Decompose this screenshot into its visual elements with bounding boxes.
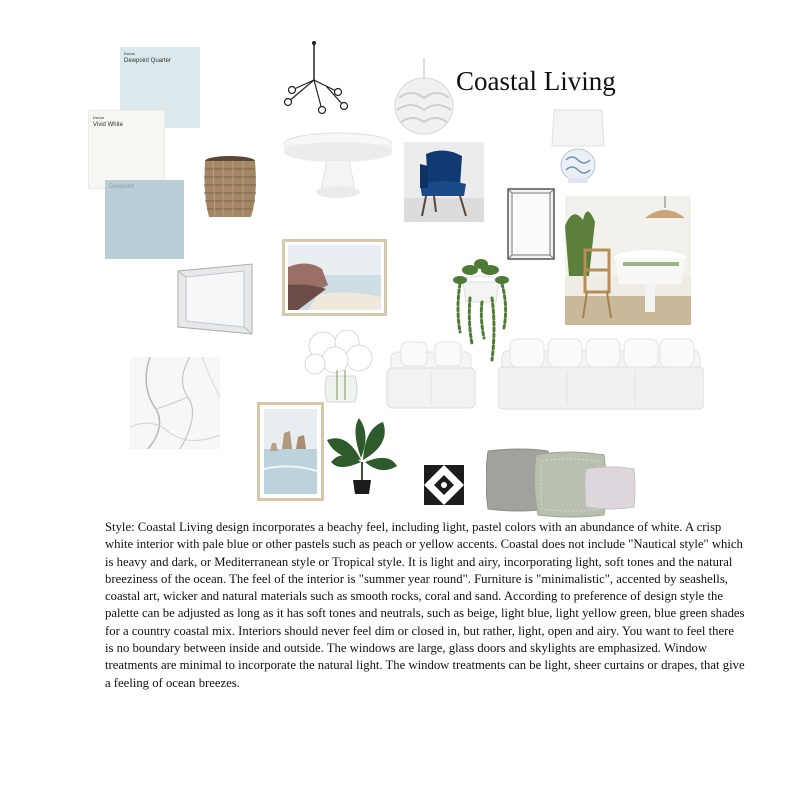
cushions-icon [486,447,636,519]
swatch-brand: Dulux [93,115,105,120]
dining-room-photo-icon [565,196,691,325]
wicker-basket-icon [203,155,258,223]
white-cake-stand-icon [283,132,393,202]
hydrangea-vase-icon [303,330,377,406]
style-description: Style: Coastal Living design incorporates a beachy feel, including light, pastel colors with an abundance of white. A crisp white interior with pale blue or other pastels such as peach or yellow accents. Coastal does not include "Nautical style" which is heavy and dark, or Mediterranean style or Tropical style. It is light and airy, incorporating light, soft tones and the natural breeziness of the ocean. The feel of the interior is "summer year round". Furniture is "minimalistic", accented by seashells, coastal art, wicker and natural materials such as smooth rocks, coral and sand. According to preference of design style the palette can be adjusted as long as it has soft tones and neutrals, such as beige, light blue, light yellow green, blue green shades for a country coastal mix. Interiors should never feel dim or closed in, but rather, light, open and airy. You want to feel there is no boundary between inside and outside. The windows are large, glass doors and skylights are emphasized. Window treatments are minimal to incorporate the natural light. The window treatments can be light, sheer curtains or drapes, that give a feeling of ocean breezes. [105,520,745,690]
pendant-chandelier-icon [280,40,356,116]
coastal-rocks-print-icon [257,402,324,501]
swatch-vivid-white [88,110,165,189]
paper-pendant-lamp-icon [393,58,455,136]
white-armchair-icon [385,338,477,410]
monstera-plant-icon [325,418,399,496]
geometric-tile-icon [424,465,464,505]
navy-velvet-chair-icon [404,142,484,222]
swatch-brand: Dulux [124,51,136,56]
swatch-name: Dewpoint Quarter [124,58,172,64]
table-lamp-icon [548,108,608,184]
white-sofa-icon [498,335,704,411]
floor-mirror-icon [176,263,254,335]
beach-art-print-icon [282,239,387,316]
wall-mirror-icon [507,188,555,260]
swatch-name: Dewpoint [109,184,135,190]
swatch-name: Vivid White [93,122,123,128]
marble-sample-icon [130,357,220,449]
swatch-dewpoint [105,180,184,259]
board-title: Coastal Living [456,66,616,96]
